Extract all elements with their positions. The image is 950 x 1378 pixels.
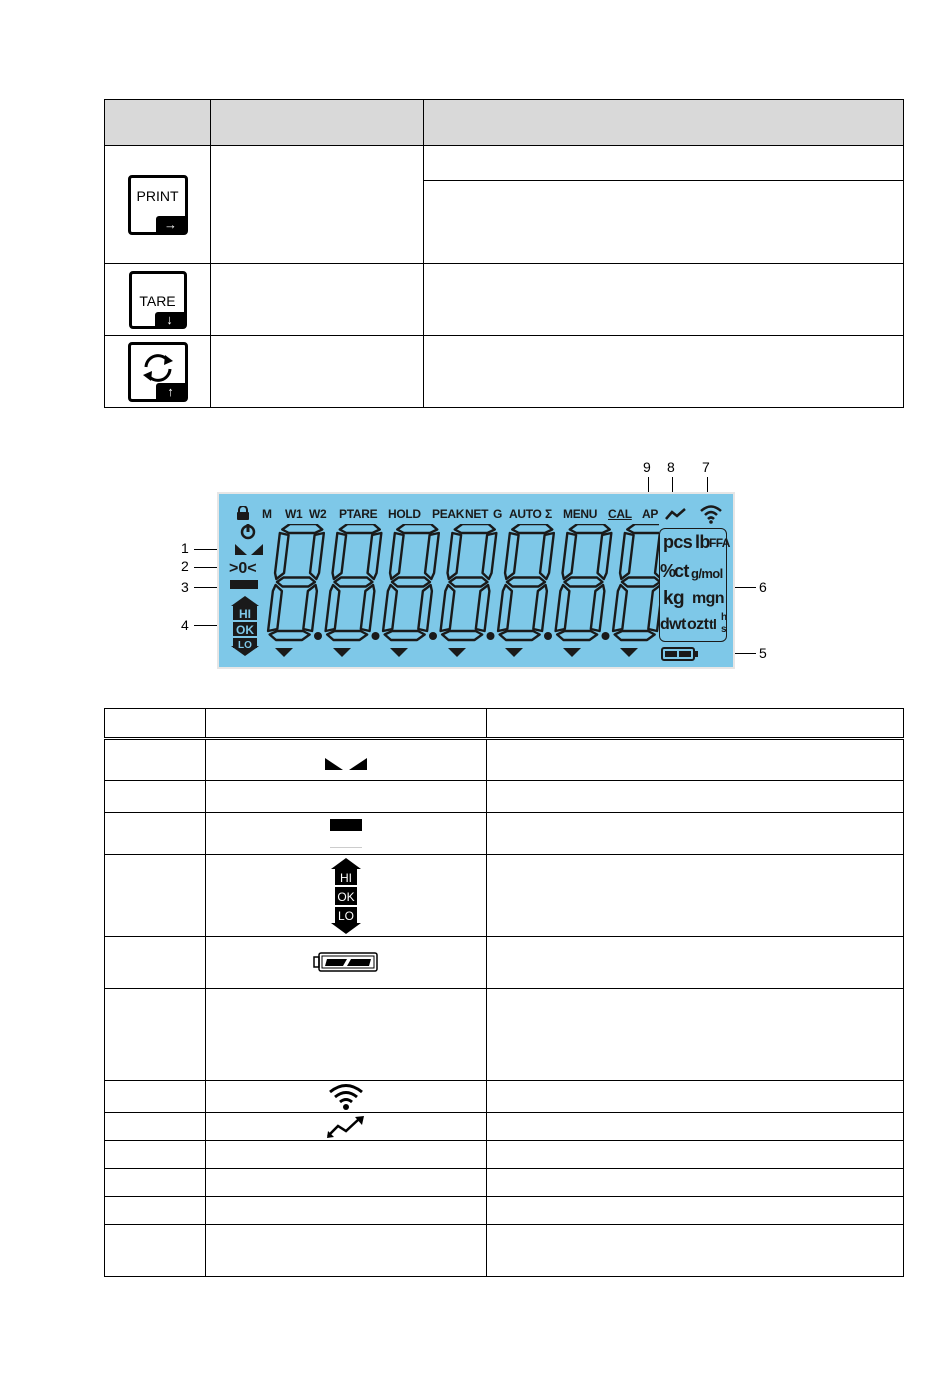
unit-ozt: ozt [687,616,709,633]
table-cell [105,1197,206,1225]
digit-segment [627,524,659,533]
digit-segment [383,585,397,631]
header-cell [424,100,904,146]
table-cell [487,855,904,937]
lcd-display [217,492,735,669]
digit-segment [282,524,322,533]
digit-segment [540,533,554,579]
digit-arrow [563,648,581,657]
header-cell [211,100,424,146]
table-row [105,1169,904,1197]
digit-segment [591,585,605,631]
digit-segment [310,533,324,579]
unit-percent: % [660,561,676,581]
tare-key-label: TARE [139,292,176,309]
table-cell [206,1113,487,1141]
print-key-icon [128,175,188,235]
unit-h: h [721,612,727,623]
annunciator-auto: AUTO [509,507,542,521]
wifi-icon [699,504,723,524]
table-cell [206,781,487,813]
arrow-right-icon: → [156,216,186,233]
table-cell [206,989,487,1081]
table-cell [206,739,487,781]
digit-segment [570,524,610,533]
table-cell [105,937,206,989]
header-cell [206,709,487,739]
function-key-icon [128,342,188,402]
ok-label: OK [236,623,254,637]
digit-segment [277,578,315,587]
table-row [105,1081,904,1113]
ok-label: OK [337,889,355,904]
annunciator-hold: HOLD [388,507,421,521]
digit-display [259,524,659,644]
table-row [105,1197,904,1225]
digit-segment [613,585,627,631]
callout-3: 3 [181,579,189,595]
legend-table [104,708,904,1277]
annunciator-net: NET [465,507,489,521]
header-cell [105,709,206,739]
unit-pcs: pcs [663,532,693,552]
digit-segment [441,585,455,631]
hi-ok-lo-indicator [229,596,261,656]
callout-8: 8 [667,459,675,475]
key-desc-cell [424,181,904,264]
digit-segment [361,585,375,631]
hi-label: HI [340,870,352,885]
lock-icon [236,506,250,520]
table-row [105,146,904,181]
digit-segment [425,533,439,579]
table-cell [206,1141,487,1169]
digit-segment [340,524,380,533]
table-cell [105,739,206,781]
digit-segment [385,631,425,640]
digit-arrow [448,648,466,657]
arrow-up-icon: ↑ [156,383,186,400]
digit-segment [397,524,437,533]
digit-arrow [620,648,638,657]
digit-segment [505,533,519,579]
digit-segment [334,578,372,587]
digit-segment [598,533,612,579]
key-desc-cell [424,336,904,408]
table-cell [105,781,206,813]
key-icon-cell [105,146,211,264]
unit-lb: lb [695,532,710,552]
digit-segment [564,578,602,587]
annunciator-ptare: PTARE [339,507,378,521]
table-cell [487,989,904,1081]
callout-4: 4 [181,617,189,633]
key-desc-cell [424,264,904,336]
table-cell [487,781,904,813]
digit-segment [500,631,540,640]
table-cell [105,1113,206,1141]
annunciator-cal: CAL [608,507,632,521]
annunciator-m: M [262,507,272,521]
callout-5: 5 [759,645,767,661]
print-key-label: PRINT [136,187,179,204]
table-row [105,781,904,813]
annunciator-g: G [493,507,503,521]
callout-9: 9 [643,459,651,475]
table-cell [487,1169,904,1197]
table-row [105,813,904,855]
table-cell [105,1081,206,1113]
digit-segment [557,631,597,640]
digit-arrow [275,648,293,657]
annunciator-w1: W1 [285,507,303,521]
table-cell [105,855,206,937]
digit-segment [333,533,347,579]
table-cell [206,855,487,937]
table-cell [487,1113,904,1141]
annunciator-w2: W2 [309,507,327,521]
digit-segment [533,585,547,631]
table-cell [206,1169,487,1197]
table-row [105,336,904,408]
table-cell [105,1169,206,1197]
digit-segment [268,585,282,631]
minus-bar-icon [330,819,362,831]
annunciator-menu: MENU [563,507,598,521]
table-row [105,1225,904,1277]
decimal-point [429,632,437,640]
lo-label: LO [238,640,252,651]
digit-segment [620,533,634,579]
decimal-point [372,632,380,640]
digit-segment [449,578,487,587]
unit-mgn: mgn [692,590,724,607]
table-cell [487,1225,904,1277]
key-name-cell [211,146,424,264]
annunciator-sigma: Σ [545,507,552,521]
table-row [105,264,904,336]
keys-table [104,99,904,408]
wifi-icon [328,1083,364,1111]
table-row [105,739,904,781]
trend-icon [665,507,687,521]
annunciator-ap: AP [642,507,659,521]
digit-segment [442,631,482,640]
digit-segment [622,578,659,587]
callout-6: 6 [759,579,767,595]
table-cell [487,1081,904,1113]
digit-segment [448,533,462,579]
digit-segment [556,585,570,631]
header-cell [487,709,904,739]
annunciator-peak: PEAK [432,507,465,521]
divider [330,847,362,848]
callout-7: 7 [702,459,710,475]
digit-segment [275,533,289,579]
digit-segment [455,524,495,533]
stability-indicator: >0< [229,560,257,577]
table-cell [487,813,904,855]
table-row [105,937,904,989]
table-row [105,1141,904,1169]
digit-segment [368,533,382,579]
digit-segment [563,533,577,579]
table-cell [487,937,904,989]
table-row [105,989,904,1081]
digit-segment [327,631,367,640]
table-cell [487,739,904,781]
table-cell [487,1141,904,1169]
digit-segment [418,585,432,631]
table-cell [206,937,487,989]
table-cell [105,1225,206,1277]
refresh-icon [139,351,177,385]
unit-gmol: g/mol [691,566,723,581]
table-cell [206,813,487,855]
unit-ct: ct [674,561,689,581]
hi-ok-lo-icon [329,857,363,935]
table-row [105,1113,904,1141]
stability-icon [323,756,369,772]
unit-ffa: FFA [709,536,730,550]
decimal-point [602,632,610,640]
table-cell [105,989,206,1081]
digit-arrow [505,648,523,657]
digit-segment [303,585,317,631]
callout-2: 2 [181,558,189,574]
digit-segment [483,533,497,579]
keys-table-header [105,100,904,146]
decimal-point [314,632,322,640]
battery-icon [313,951,379,975]
battery-icon [661,647,701,661]
digit-segment [476,585,490,631]
key-name-cell [211,264,424,336]
unit-tl: tl [709,616,717,632]
digit-segment [390,533,404,579]
digit-segment [507,578,545,587]
callout-1: 1 [181,540,189,556]
digit-segment [648,585,659,631]
header-cell [105,100,211,146]
tare-key-icon [129,271,187,329]
key-icon-cell [105,336,211,408]
key-icon-cell [105,264,211,336]
legend-header-row [105,709,904,739]
digit-segment [270,631,310,640]
hi-label: HI [239,607,251,621]
digit-segment [615,631,655,640]
table-row [105,855,904,937]
table-cell [206,1081,487,1113]
table-cell [206,1197,487,1225]
minus-bar [230,580,258,589]
trend-icon [326,1115,366,1139]
table-cell [105,813,206,855]
digit-arrow [333,648,351,657]
key-name-cell [211,336,424,408]
decimal-point [487,632,495,640]
digit-segment [498,585,512,631]
table-cell [487,1197,904,1225]
digit-segment [326,585,340,631]
table-cell [105,1141,206,1169]
unit-dwt: dwt [660,616,686,633]
unit-s: s [721,624,726,635]
digit-segment [512,524,552,533]
digit-segment [392,578,430,587]
table-cell [206,1225,487,1277]
lo-label: LO [337,908,355,923]
key-desc-cell [424,146,904,181]
decimal-point [544,632,552,640]
unit-kg: kg [663,588,684,609]
arrow-down-icon: ↓ [155,312,185,327]
digit-arrow [390,648,408,657]
